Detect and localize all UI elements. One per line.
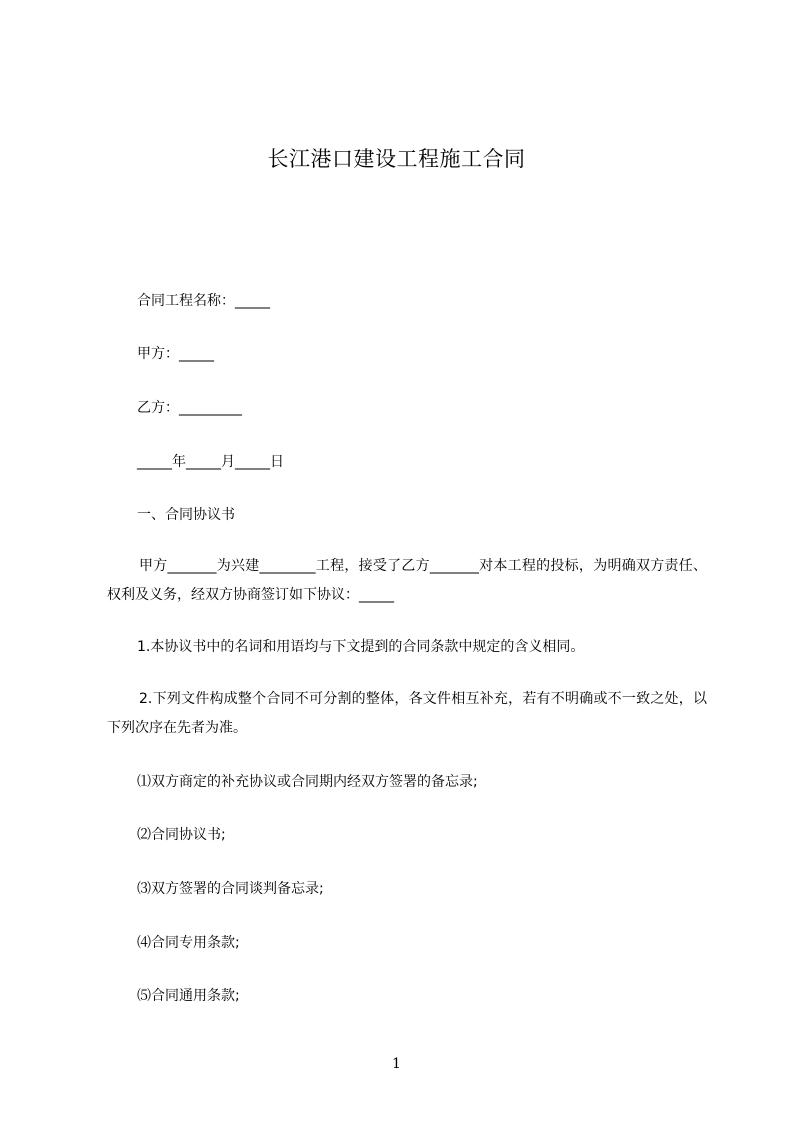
list-item: ⑷合同专用条款;	[137, 935, 240, 951]
party-b-field: 乙方：_________	[137, 400, 242, 416]
clause-1: 1.本协议书中的名词和用语均与下文提到的合同条款中规定的含义相同。	[137, 639, 585, 655]
party-a-field: 甲方：_____	[137, 346, 214, 362]
clause-2: 2.下列文件构成整个合同不可分割的整体，各文件相互补充，若有不明确或不一致之处，以下列次序在先者为准。	[107, 691, 707, 736]
intro-paragraph: 甲方_______为兴建________工程，接受了乙方_______对本工程的投标，为明确双方责任、权利及义务，经双方协商签订如下协议：_____	[107, 558, 707, 603]
section-heading: 一、合同协议书	[137, 507, 235, 523]
page-number: 1	[392, 1056, 401, 1072]
date-field: _____年_____月_____日	[137, 454, 284, 470]
list-item: ⑵合同协议书;	[137, 827, 226, 843]
document-title: 长江港口建设工程施工合同	[267, 147, 526, 171]
list-item: ⑸合同通用条款;	[137, 988, 240, 1004]
project-name-field: 合同工程名称：_____	[137, 293, 270, 309]
list-item: ⑴双方商定的补充协议或合同期内经双方签署的备忘录;	[137, 774, 478, 790]
list-item: ⑶双方签署的合同谈判备忘录;	[137, 881, 324, 897]
